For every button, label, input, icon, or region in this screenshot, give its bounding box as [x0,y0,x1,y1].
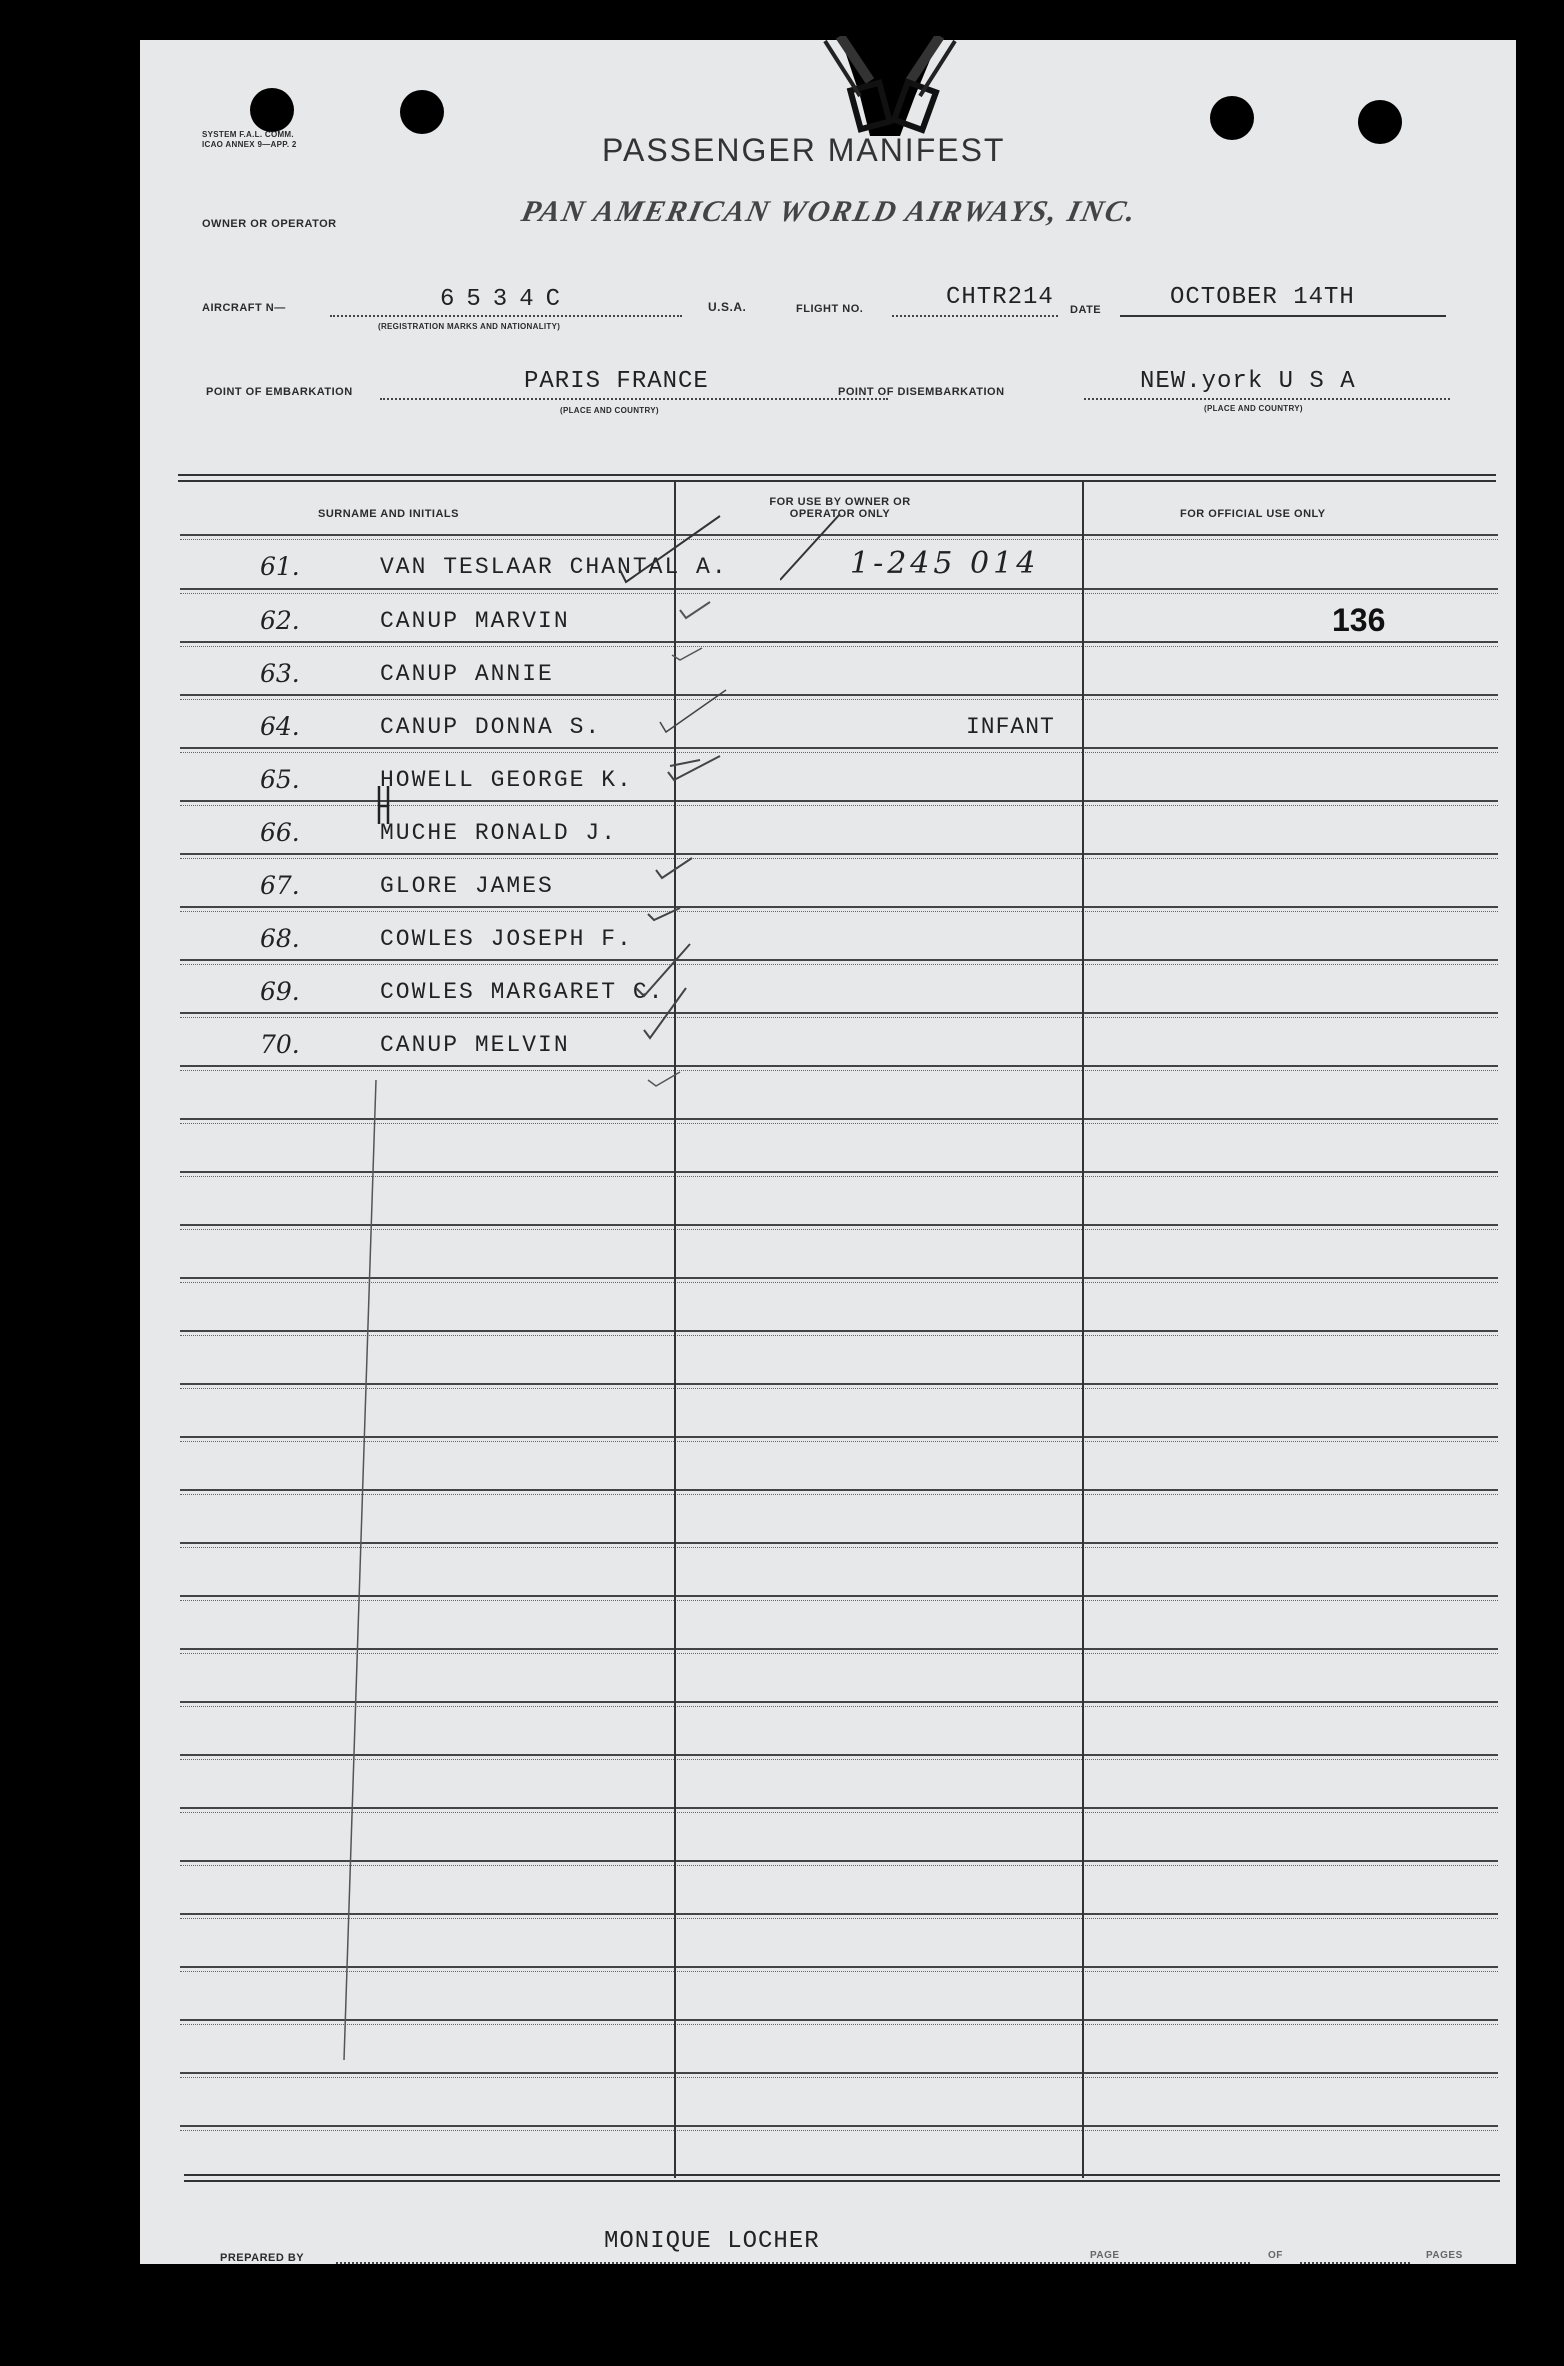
col-surname-header: SURNAME AND INITIALS [318,508,459,520]
row-rule [180,1012,1498,1018]
passenger-name: HOWELL GEORGE K. [380,767,633,793]
prepared-by-label: PREPARED BY [220,2252,305,2264]
row-rule [180,641,1498,647]
owner-label: OWNER OR OPERATOR [202,218,337,230]
punch-hole [1210,96,1254,140]
punch-hole [400,90,444,134]
embarkation-value: PARIS FRANCE [524,368,709,395]
form-ref-line: ICAO ANNEX 9—APP. 2 [202,140,297,149]
ticket-number: 1-245 014 [850,546,1040,581]
disembarkation-value: NEW.york U S A [1140,368,1356,395]
passenger-name: COWLES JOSEPH F. [380,926,633,952]
disembarkation-sublabel: (PLACE AND COUNTRY) [1204,404,1303,413]
date-value: OCTOBER 14TH [1170,284,1355,311]
row-number: 65. [260,765,300,794]
table-top-border [178,474,1496,482]
row-number: 62. [260,606,300,635]
row-number: 70. [260,1030,300,1059]
col-official-header: FOR OFFICIAL USE ONLY [1180,508,1326,520]
flight-underline [892,315,1058,317]
check-marks-icon [620,510,750,1110]
flight-value: CHTR214 [946,284,1054,311]
of-underline [1300,2262,1410,2264]
passenger-name: CANUP DONNA S. [380,714,602,740]
date-underline [1120,315,1446,317]
form-reference [202,130,297,150]
manifest-sheet [140,40,1516,2264]
owner-value: PAN AMERICAN WORLD AIRWAYS, INC. [518,195,1141,228]
pages-label: PAGES [1426,2250,1463,2261]
row-rule [180,2072,1498,2078]
check-marks-icon [780,510,850,584]
aircraft-sublabel: (REGISTRATION MARKS AND NATIONALITY) [378,322,561,331]
col-owner-header: FOR USE BY OWNER OR OPERATOR ONLY [769,496,911,520]
column-divider [1082,480,1084,2178]
date-label: DATE [1070,304,1102,316]
embarkation-underline [380,398,888,400]
row-rule [180,853,1498,859]
handwritten-h-icon [376,786,392,826]
punch-hole [1358,100,1402,144]
prepared-by-underline [336,2262,1226,2264]
pencil-margin-line [340,1080,380,2060]
passenger-name: CANUP ANNIE [380,661,554,687]
passenger-name: COWLES MARGARET C. [380,979,665,1005]
punch-hole [250,88,294,132]
row-rule [180,747,1498,753]
embarkation-label: POINT OF EMBARKATION [206,386,353,398]
table-bottom-border [184,2174,1500,2182]
row-number: 67. [260,871,300,900]
page-label: PAGE [1090,2250,1120,2261]
page-title: PASSENGER MANIFEST [602,132,1006,168]
row-number: 69. [260,977,300,1006]
disembarkation-underline [1084,398,1450,400]
prepared-by-value: MONIQUE LOCHER [604,2228,820,2255]
passenger-name: VAN TESLAAR CHANTAL A. [380,554,728,580]
aircraft-label: AIRCRAFT N— [202,302,286,314]
row-number: 68. [260,924,300,953]
embarkation-sublabel: (PLACE AND COUNTRY) [560,406,659,415]
row-number: 63. [260,659,300,688]
row-number: 61. [260,552,300,581]
flight-label: FLIGHT NO. [796,303,864,315]
row-rule [180,959,1498,965]
passenger-name: CANUP MARVIN [380,608,570,634]
row-rule [180,1065,1498,1071]
of-label: OF [1268,2250,1283,2261]
row-number: 66. [260,818,300,847]
passenger-name: CANUP MELVIN [380,1032,570,1058]
page-underline [1140,2262,1250,2264]
usa-label: U.S.A. [708,300,747,314]
row-rule [180,906,1498,912]
passenger-name: MUCHE RONALD J. [380,820,618,846]
owner-note: INFANT [966,714,1055,740]
row-rule [180,694,1498,700]
disembarkation-label: POINT OF DISEMBARKATION [838,386,1005,398]
aircraft-value: 6534C [440,286,573,313]
official-number: 136 [1332,602,1386,638]
row-rule [180,2125,1498,2131]
row-rule [180,588,1498,594]
passenger-name: GLORE JAMES [380,873,554,899]
form-ref-line: SYSTEM F.A.L. COMM. [202,130,294,139]
aircraft-underline [330,315,682,317]
row-number: 64. [260,712,300,741]
